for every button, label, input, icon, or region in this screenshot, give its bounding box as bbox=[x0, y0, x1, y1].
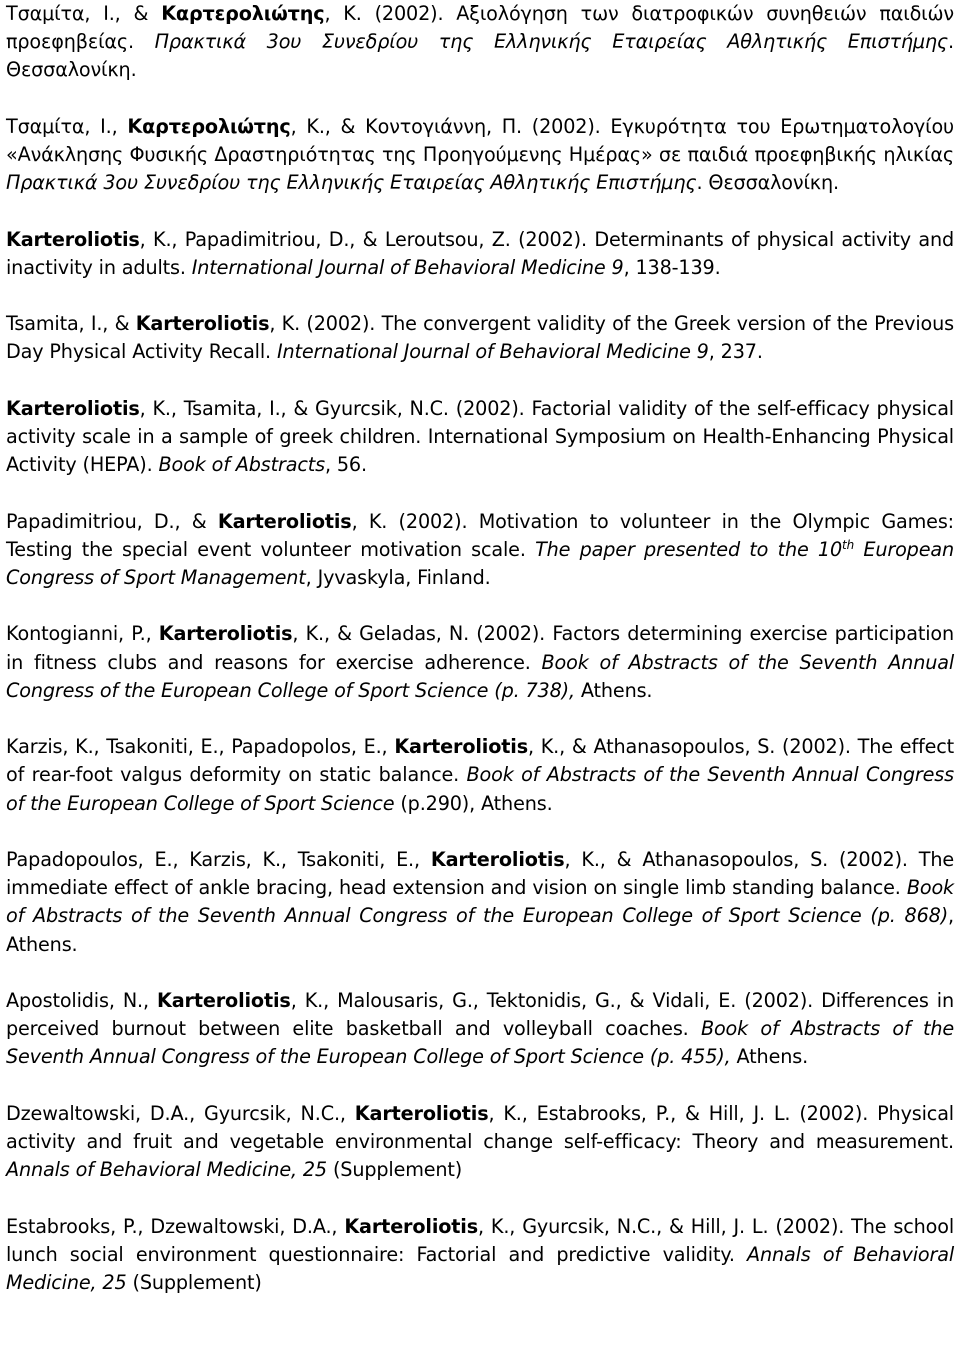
reference-entry bbox=[6, 0, 954, 85]
entry-spacer bbox=[6, 1184, 954, 1212]
author-highlight: Karteroliotis bbox=[217, 509, 352, 533]
reference-text: , Athens. bbox=[6, 904, 954, 956]
author-highlight: Καρτερολιώτης bbox=[127, 114, 291, 138]
reference-entry bbox=[6, 846, 954, 959]
reference-text: , K., Tsamita, I., & Gyurcsik, N.C. (2002). Factorial validity of the self-efficacy physical activity scale in a sample of greek children. International Symposium on Health-Enhancing Physical Activity (HEPA). bbox=[6, 396, 954, 477]
source-title: Πρακτικά 3ου Συνεδρίου της Ελληνικής Εταιρείας Αθλητικής Επιστήμης bbox=[6, 171, 697, 195]
reference-text: Kontogianni, P., bbox=[6, 622, 159, 646]
entry-spacer bbox=[6, 705, 954, 733]
reference-text: , 56. bbox=[324, 453, 367, 477]
source-title: Book of Abstracts of the Seventh Annual Congress of the European College of Sport Science (p. 868) bbox=[6, 876, 954, 928]
reference-text: , K., & Geladas, N. (2002). Factors determining exercise participation in fitness clubs and reasons for exercise adherence. bbox=[6, 622, 954, 674]
reference-text: , K., & Athanasopoulos, S. (2002). The effect of rear-foot valgus deformity on static balance. bbox=[6, 735, 955, 787]
reference-text: , Κ., & Κοντογιάννη, Π. (2002). Εγκυρότητα του Ερωτηματολογίου «Ανάκλησης Φυσικής Δραστηριότητας της Προηγούμενης Ημέρας» σε παιδιά προεφηβικής ηλικίας bbox=[6, 114, 954, 166]
reference-text: Estabrooks, P., Dzewaltowski, D.A., bbox=[6, 1214, 345, 1238]
reference-text: (Supplement) bbox=[126, 1270, 262, 1294]
reference-text: . Θεσσαλονίκη. bbox=[696, 171, 839, 195]
entry-spacer bbox=[6, 197, 954, 225]
reference-entry bbox=[6, 1100, 954, 1185]
reference-text: (Supplement) bbox=[327, 1158, 463, 1182]
reference-text: , Κ. (2002). Αξιολόγηση των διατροφικών συνηθειών παιδιών προεφηβείας. bbox=[6, 2, 954, 54]
reference-text: , K., Gyurcsik, N.C., & Hill, J. L. (2002). The school lunch social environment questionnaire: Factorial and predictive validity. bbox=[6, 1214, 954, 1266]
reference-entry bbox=[6, 395, 954, 480]
reference-text: Dzewaltowski, D.A., Gyurcsik, N.C., bbox=[6, 1101, 355, 1125]
reference-text: Τσαμίτα, Ι., & bbox=[6, 2, 162, 25]
source-title: Annals of Behavioral Medicine, 25 bbox=[6, 1158, 327, 1182]
source-title: International Journal of Behavioral Medicine 9 bbox=[276, 340, 709, 364]
reference-text: Τσαμίτα, Ι., bbox=[6, 114, 128, 138]
reference-text: , Jyvaskyla, Finland. bbox=[305, 565, 491, 589]
reference-text: . Θεσσαλονίκη. bbox=[6, 30, 954, 82]
author-highlight: Karteroliotis bbox=[6, 227, 140, 251]
author-highlight: Karteroliotis bbox=[354, 1101, 489, 1125]
reference-text: , K., Estabrooks, P., & Hill, J. L. (2002). Physical activity and fruit and vegetable environmental change self-efficacy: Theory and measurement. bbox=[6, 1101, 954, 1153]
entry-spacer bbox=[6, 479, 954, 507]
ordinal-suffix bbox=[842, 538, 854, 552]
reference-entry bbox=[6, 113, 954, 198]
reference-text: Tsamita, I., & bbox=[6, 312, 136, 336]
reference-text: , K., Malousaris, G., Tektonidis, G., & Vidali, E. (2002). Differences in perceived burnout between elite basketball and volleyball coaches. bbox=[6, 988, 954, 1041]
source-title: Book of Abstracts of the Seventh Annual Congress of the European College of Sport Science bbox=[6, 763, 954, 815]
source-title: Annals of Behavioral Medicine, 25 bbox=[6, 1242, 954, 1294]
reference-text: , K. (2002). The convergent validity of the Greek version of the Previous Day Physical Activity Recall. bbox=[6, 312, 954, 364]
reference-text: Papadopoulos, E., Karzis, K., Tsakoniti, E., bbox=[6, 847, 431, 871]
entry-spacer bbox=[6, 1072, 954, 1100]
author-highlight: Karteroliotis bbox=[135, 312, 270, 336]
reference-entry bbox=[6, 733, 954, 818]
entry-spacer bbox=[6, 367, 954, 395]
author-highlight: Karteroliotis bbox=[430, 847, 565, 871]
source-title: Πρακτικά 3ου Συνεδρίου της Ελληνικής Εταιρείας Αθλητικής Επιστήμης bbox=[154, 30, 949, 54]
reference-text: Papadimitriou, D., & bbox=[6, 509, 218, 533]
entry-spacer bbox=[6, 818, 954, 846]
reference-entry bbox=[6, 310, 954, 366]
source-title: Book of Abstracts of the Seventh Annual Congress of the European College of Sport Science (p. 455), bbox=[6, 1017, 954, 1069]
reference-text: , K., Papadimitriou, D., & Leroutsou, Z. (2002). Determinants of physical activity and inactivity in adults. bbox=[6, 227, 954, 279]
source-title: th bbox=[842, 537, 855, 552]
author-highlight: Karteroliotis bbox=[394, 735, 528, 759]
reference-text: (p.290), Athens. bbox=[394, 791, 553, 815]
entry-spacer bbox=[6, 85, 954, 113]
entry-spacer bbox=[6, 282, 954, 310]
reference-entry bbox=[6, 508, 954, 593]
reference-entry bbox=[6, 620, 954, 705]
reference-text: , 237. bbox=[708, 340, 763, 364]
reference-text: , 138-139. bbox=[623, 255, 721, 279]
reference-entry bbox=[6, 226, 954, 282]
source-title: Book of Abstracts bbox=[158, 453, 325, 477]
reference-entry bbox=[6, 987, 954, 1072]
reference-text: Apostolidis, N., bbox=[6, 988, 158, 1012]
author-highlight: Karteroliotis bbox=[6, 396, 140, 420]
author-highlight: Karteroliotis bbox=[158, 622, 293, 646]
author-highlight: Karteroliotis bbox=[344, 1214, 479, 1238]
reference-text: Athens. bbox=[730, 1045, 809, 1069]
reference-text: Karzis, K., Tsakoniti, E., Papadopolos, E., bbox=[6, 735, 395, 759]
reference-text: Athens. bbox=[574, 678, 653, 702]
source-title: European Congress of Sport Management bbox=[6, 537, 954, 589]
source-title: Book of Abstracts of the Seventh Annual Congress of the European College of Sport Science (p. 738), bbox=[6, 650, 955, 702]
entry-spacer bbox=[6, 959, 954, 987]
reference-text: , K. (2002). Motivation to volunteer in the Olympic Games: Testing the special event volunteer motivation scale. bbox=[6, 509, 955, 561]
reference-text: , K., & Athanasopoulos, S. (2002). The immediate effect of ankle bracing, head extension and vision on single limb standing balance. bbox=[6, 847, 955, 900]
entry-spacer bbox=[6, 592, 954, 620]
source-title: The paper presented to the 10 bbox=[535, 537, 843, 561]
source-title: International Journal of Behavioral Medicine 9 bbox=[191, 255, 624, 279]
reference-list bbox=[6, 0, 954, 1297]
author-highlight: Karteroliotis bbox=[157, 988, 291, 1012]
author-highlight: Καρτερολιώτης bbox=[161, 2, 325, 25]
reference-entry bbox=[6, 1213, 954, 1298]
